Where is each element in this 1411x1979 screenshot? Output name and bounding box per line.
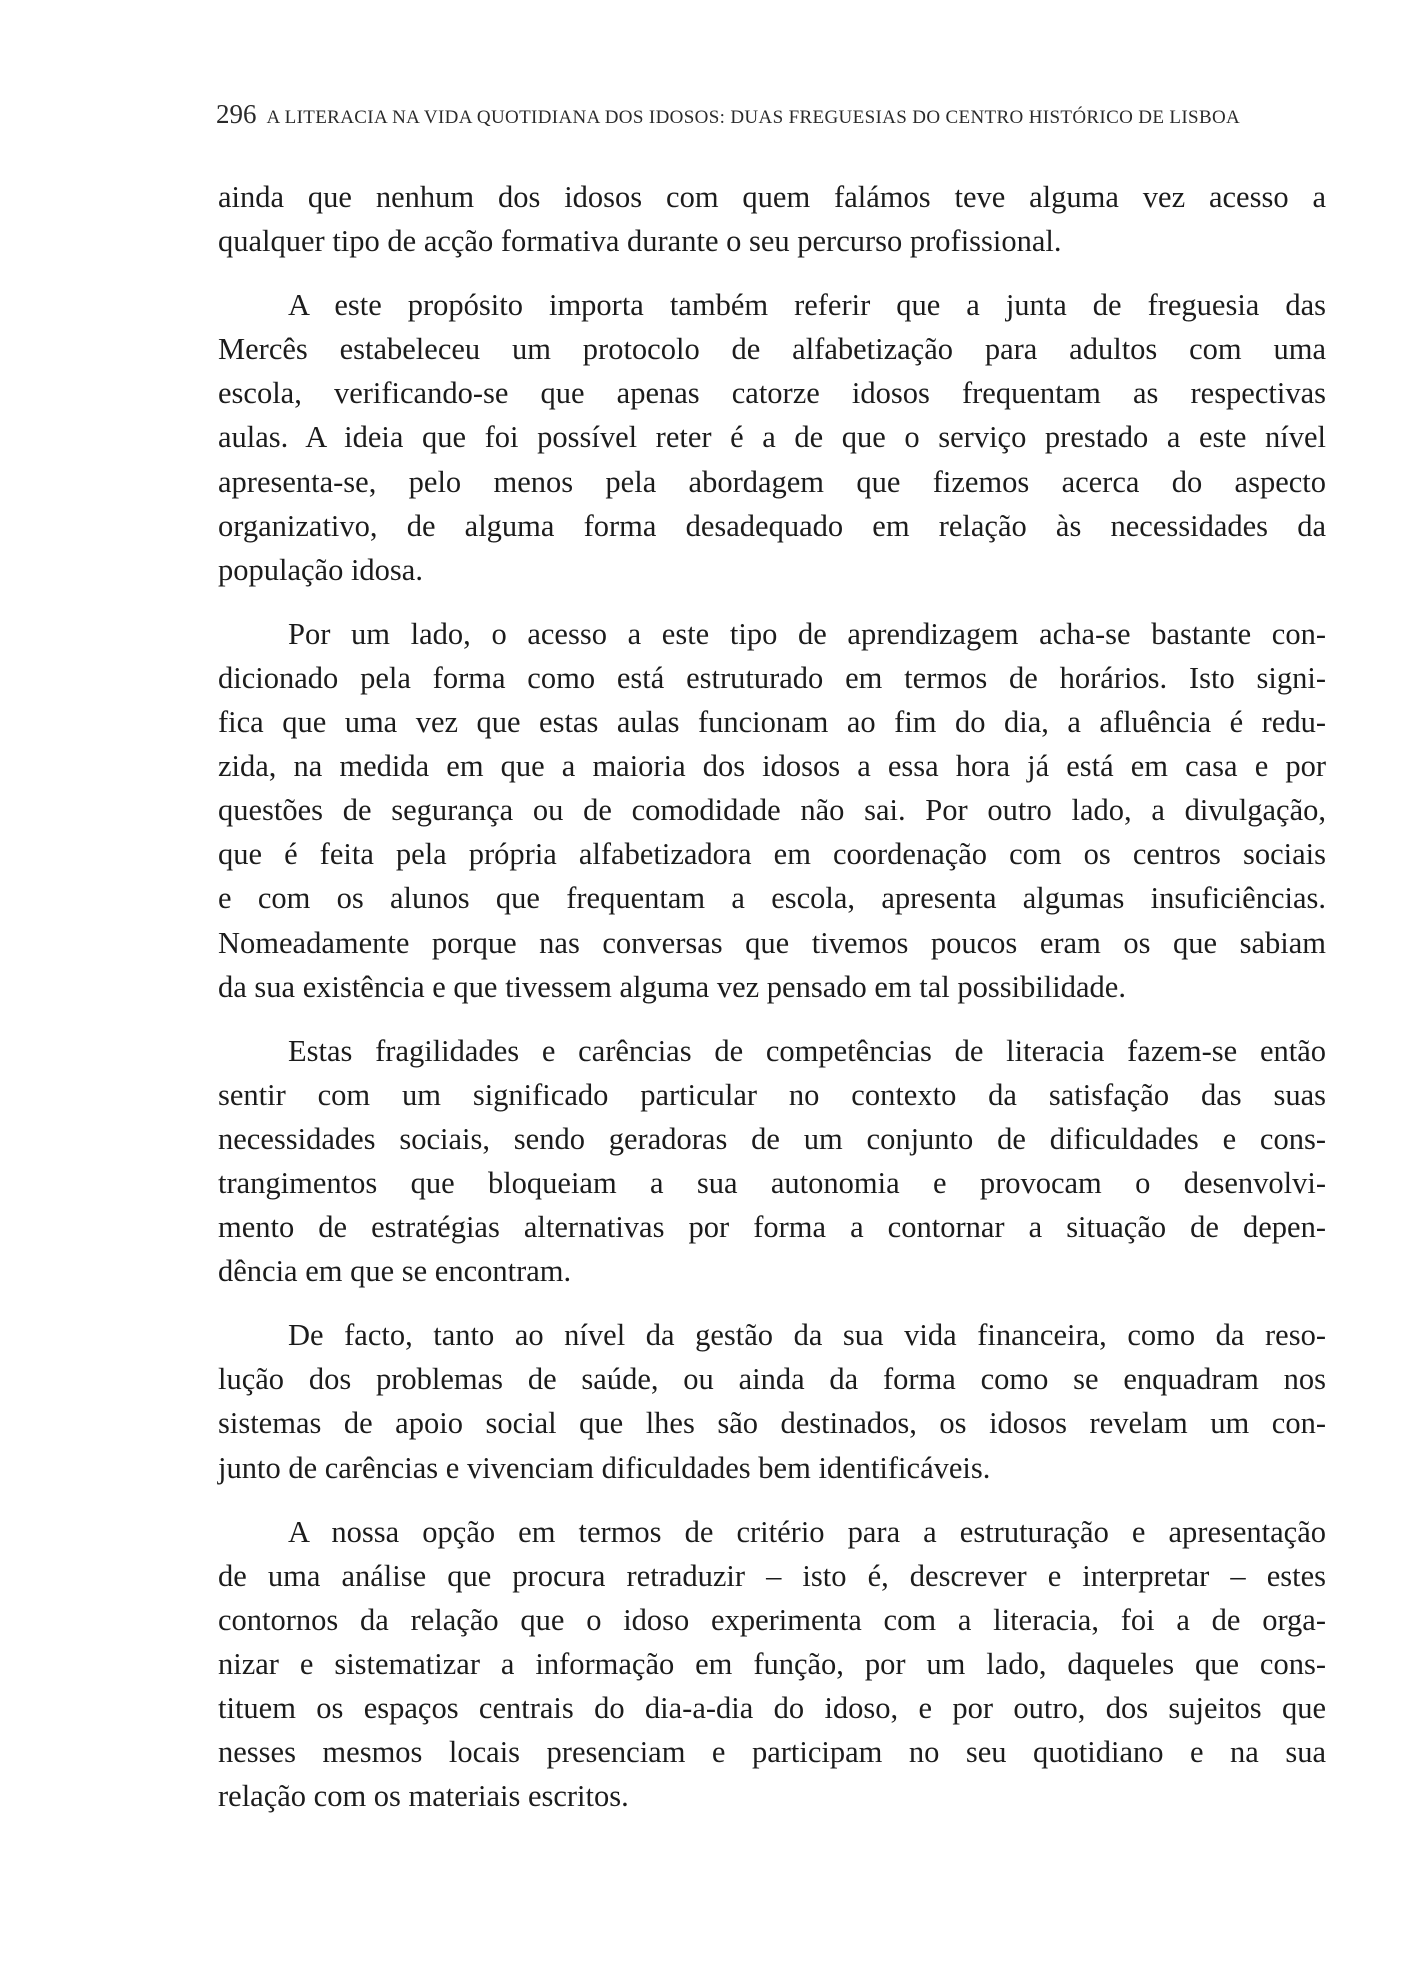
text-line: aulas. A ideia que foi possível reter é a de que o serviço prestado a este nível bbox=[218, 420, 1326, 455]
text-line: sistemas de apoio social que lhes são destinados, os idosos revelam um con- bbox=[218, 1406, 1326, 1441]
text-line: necessidades sociais, sendo geradoras de um conjunto de dificuldades e cons- bbox=[218, 1121, 1326, 1156]
running-header bbox=[216, 99, 1326, 130]
text-line: tituem os espaços centrais do dia-a-dia do idoso, e por outro, dos sujeitos que bbox=[218, 1691, 1326, 1725]
paragraph bbox=[218, 612, 1326, 1009]
text-line: Nomeadamente porque nas conversas que tivemos poucos eram os que sabiam bbox=[218, 925, 1326, 960]
text-line: De facto, tanto ao nível da gestão da sua vida financeira, como da reso- bbox=[288, 1318, 1326, 1353]
text-line: nizar e sistematizar a informação em função, por um lado, daqueles que cons- bbox=[218, 1646, 1326, 1681]
text-line: fica que uma vez que estas aulas funcionam ao fim do dia, a afluência é redu- bbox=[218, 705, 1326, 740]
text-line: junto de carências e vivenciam dificuldades bem identificáveis. bbox=[218, 1450, 991, 1485]
paragraph bbox=[218, 1029, 1326, 1294]
text-line: dência em que se encontram. bbox=[218, 1254, 572, 1289]
text-line: mento de estratégias alternativas por forma a contornar a situação de depen- bbox=[218, 1210, 1326, 1245]
text-line: A este propósito importa também referir que a junta de freguesia das bbox=[288, 288, 1326, 323]
text-line: sentir com um significado particular no contexto da satisfação das suas bbox=[218, 1077, 1326, 1112]
text-line: escola, verificando-se que apenas catorze idosos frequentam as respectivas bbox=[218, 376, 1326, 411]
text-line: Por um lado, o acesso a este tipo de aprendizagem acha-se bastante con- bbox=[288, 616, 1326, 651]
text-line: que é feita pela própria alfabetizadora em coordenação com os centros sociais bbox=[218, 837, 1326, 872]
running-title: A LITERACIA NA VIDA QUOTIDIANA DOS IDOSOS: DUAS FREGUESIAS DO CENTRO HISTÓRICO DE LISBOA bbox=[266, 107, 1241, 128]
text-line: de uma análise que procura retraduzir – isto é, descrever e interpretar – estes bbox=[218, 1558, 1326, 1593]
text-line: e com os alunos que frequentam a escola, apresenta algumas insuficiências. bbox=[218, 881, 1326, 916]
paragraph bbox=[218, 283, 1326, 592]
paragraph bbox=[218, 1510, 1326, 1819]
paragraph bbox=[218, 175, 1326, 263]
text-line: da sua existência e que tivessem alguma vez pensado em tal possibilidade. bbox=[218, 969, 1126, 1004]
text-line: zida, na medida em que a maioria dos idosos a essa hora já está em casa e por bbox=[218, 749, 1326, 784]
text-line: qualquer tipo de acção formativa durante o seu percurso profissional. bbox=[218, 224, 1062, 259]
text-line: Estas fragilidades e carências de competências de literacia fazem-se então bbox=[288, 1033, 1326, 1068]
text-line: relação com os materiais escritos. bbox=[218, 1779, 629, 1814]
text-line: A nossa opção em termos de critério para a estruturação e apresentação bbox=[288, 1514, 1326, 1549]
text-line: nesses mesmos locais presenciam e participam no seu quotidiano e na sua bbox=[218, 1735, 1326, 1770]
text-line: organizativo, de alguma forma desadequado em relação às necessidades da bbox=[218, 508, 1326, 543]
text-line: dicionado pela forma como está estruturado em termos de horários. Isto signi- bbox=[218, 660, 1326, 695]
text-line: questões de segurança ou de comodidade não sai. Por outro lado, a divulgação, bbox=[218, 793, 1326, 828]
text-line: Mercês estabeleceu um protocolo de alfabetização para adultos com uma bbox=[218, 332, 1326, 367]
text-line: trangimentos que bloqueiam a sua autonomia e provocam o desenvolvi- bbox=[218, 1165, 1326, 1200]
text-line: contornos da relação que o idoso experimenta com a literacia, foi a de orga- bbox=[218, 1602, 1326, 1637]
page-number: 296 bbox=[216, 99, 257, 129]
paragraph bbox=[218, 1313, 1326, 1489]
body-text bbox=[218, 175, 1326, 1838]
text-line: apresenta-se, pelo menos pela abordagem que fizemos acerca do aspecto bbox=[218, 464, 1326, 499]
text-line: ainda que nenhum dos idosos com quem falámos teve alguma vez acesso a bbox=[218, 180, 1326, 214]
text-line: população idosa. bbox=[218, 552, 423, 587]
text-line: lução dos problemas de saúde, ou ainda da forma como se enquadram nos bbox=[218, 1362, 1326, 1397]
